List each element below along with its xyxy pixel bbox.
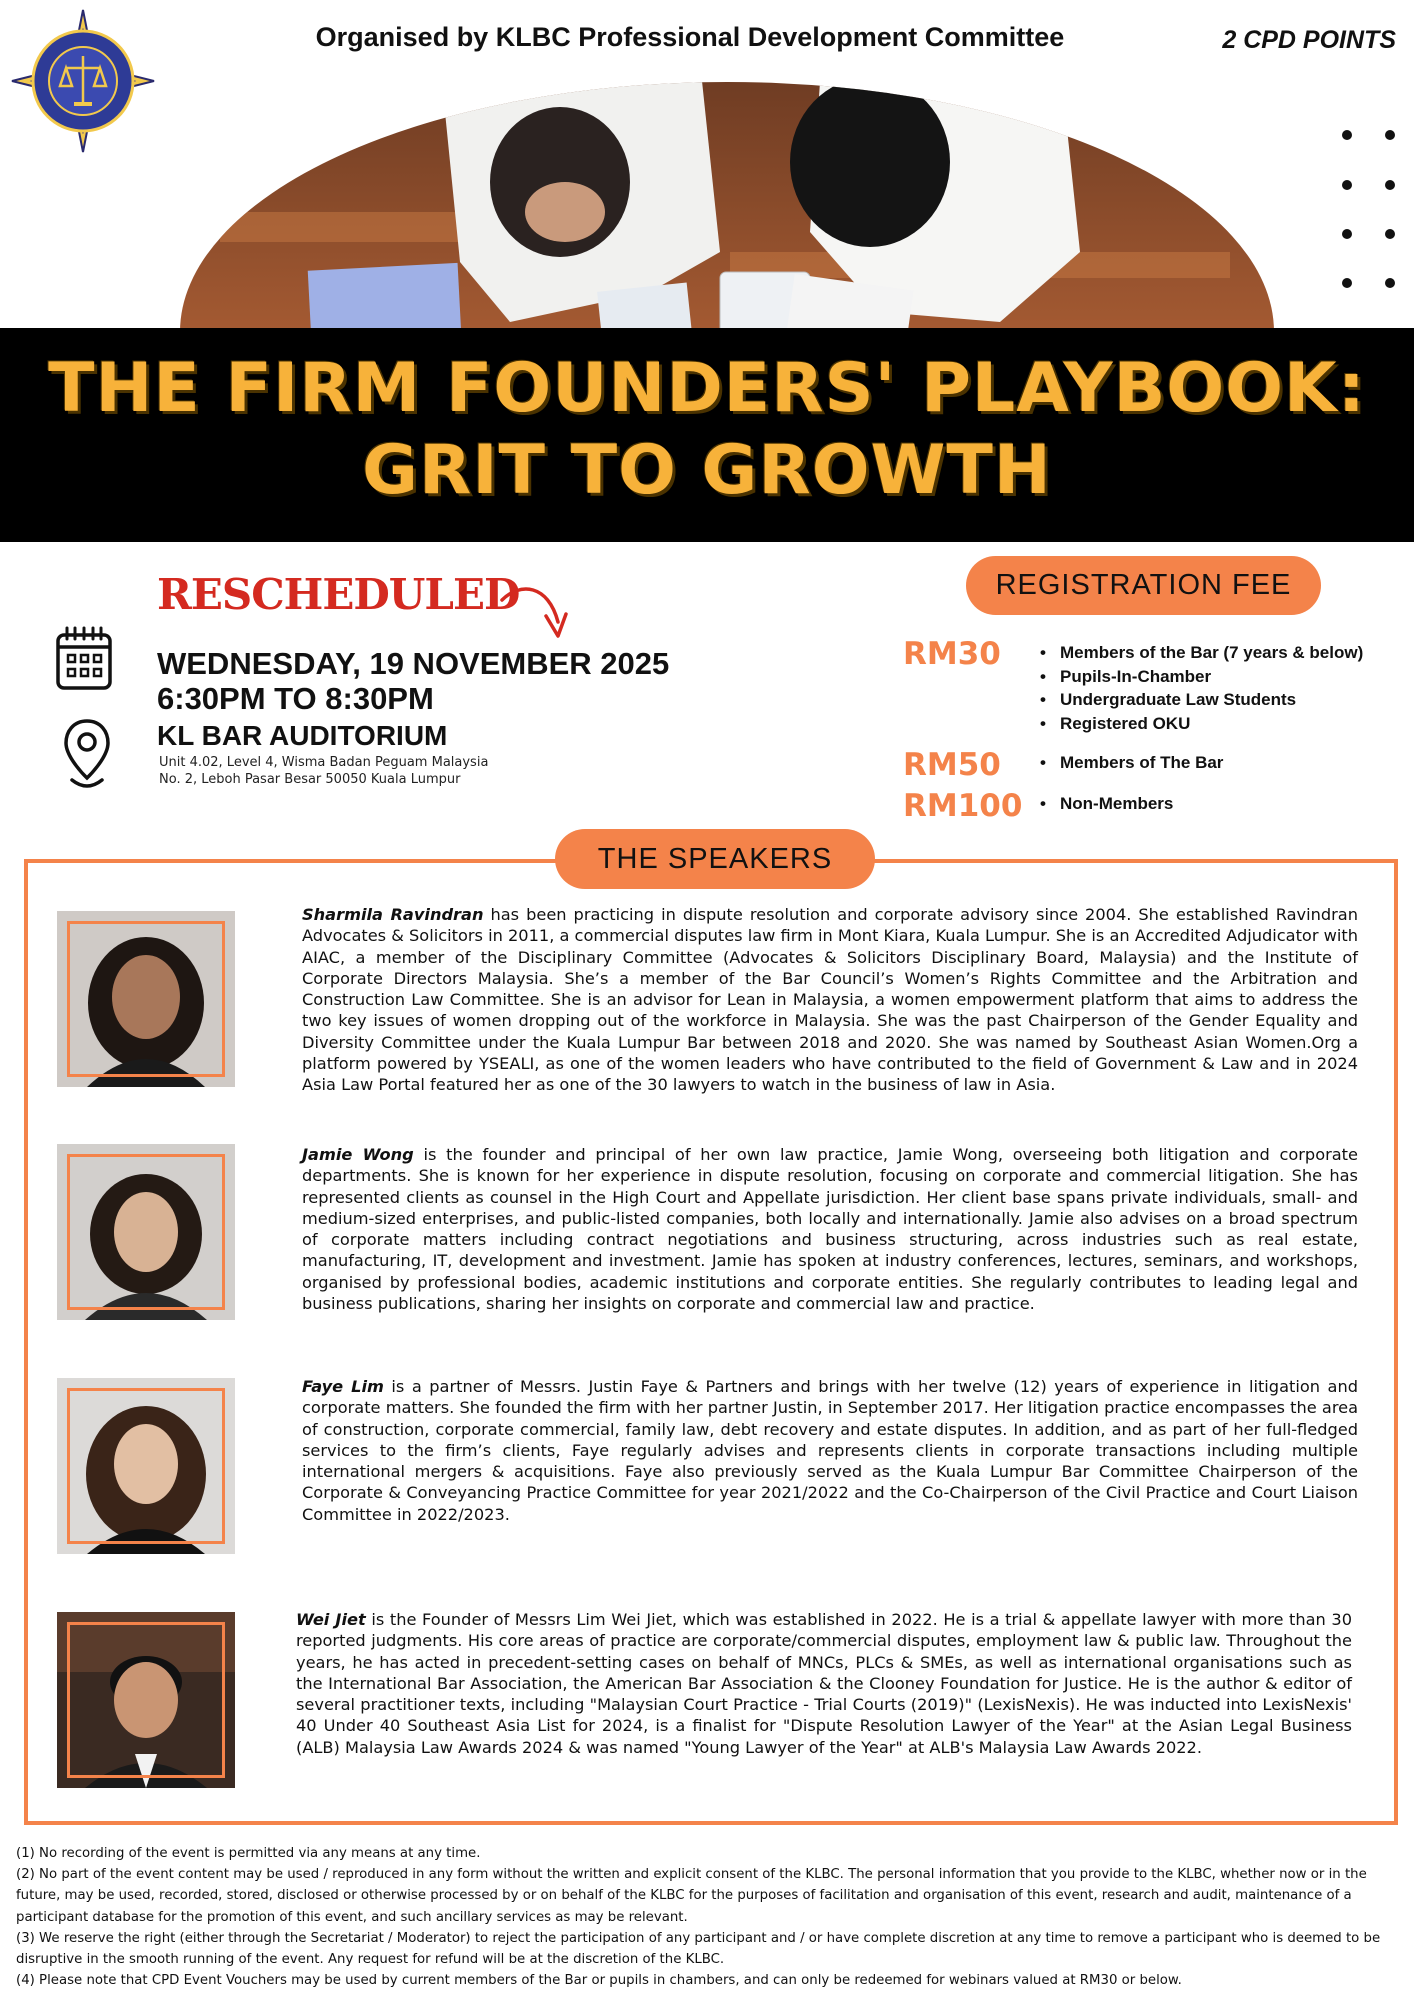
- fee-item: • Registered OKU: [1040, 712, 1363, 736]
- speakers-heading: THE SPEAKERS: [555, 829, 875, 889]
- photo-frame: [67, 1388, 225, 1544]
- fee-price-rm100: RM100: [903, 788, 1023, 824]
- speaker-photo-sharmila-ravindran: [57, 911, 235, 1087]
- note-item: (1) No recording of the event is permitted via any means at any time.: [16, 1846, 481, 1861]
- photo-frame: [67, 1154, 225, 1310]
- event-title: [0, 348, 1414, 512]
- fee-price-rm50: RM50: [903, 747, 1001, 783]
- fee-item: • Members of The Bar: [1040, 751, 1223, 775]
- venue-name: KL BAR AUDITORIUM: [157, 720, 448, 751]
- speaker-photo-wei-jiet: [57, 1612, 235, 1788]
- decorative-dot: [1385, 229, 1395, 239]
- venue-address-line1: Unit 4.02, Level 4, Wisma Badan Peguam Malaysia: [159, 755, 489, 770]
- registration-fee-heading: REGISTRATION FEE: [966, 556, 1321, 615]
- bar-malaysia-logo: [10, 8, 156, 154]
- decorative-dot: [1342, 180, 1352, 190]
- location-pin-icon: [62, 718, 112, 796]
- speaker-bio-text: is the Founder of Messrs Lim Wei Jiet, which was established in 2022. He is a trial & appellate lawyer with more than 30 reported judgments. His core areas of practice are corporate/commercial disputes, employment law & public law. Throughout the years, he has acted in precedent-setting cases on behalf of MNCs, PLCs & SMEs, as well as international organisations such as the International Bar Association, the American Bar Association & the Clooney Foundation for Justice. He is the author & editor of several practitioner texts, including "Malaysian Court Practice - Trial Courts (2019)" (LexisNexis). He was inducted into LexisNexis' 40 Under 40 Southeast Asia List for 2024, is a finalist for "Dispute Resolution Lawyer of the Year" at the Asian Legal Business (ALB) Malaysia Law Awards 2024 & was named "Young Lawyer of the Year" at ALB's Malaysia Law Awards 2022.: [296, 1610, 1353, 1757]
- fee-list-rm100: [1040, 792, 1173, 816]
- note-item: (2) No part of the event content may be used / reproduced in any form without the written and explicit consent of the KLBC. The personal information that you provide to the KLBC, whether now or in the future, may be used, recorded, stored, disclosed or otherwise processed by or on behalf of the KLBC for the purposes of facilitation and organisation of this event, research and audit, maintenance of a participant database for the promotion of this event, and such ancillary services as may be relevant.: [16, 1867, 1367, 1925]
- speaker-bio-text: is the founder and principal of her own law practice, Jamie Wong, overseeing both litigation and corporate departments. She is known for her experience in dispute resolution, focusing on corporate and commercial litigation. She has represented clients as counsel in the High Court and Appellate jurisdiction. Her client base spans private individuals, small- and medium-sized enterprises, and public-listed companies, both locally and internationally. Jamie also advises on a broad spectrum of corporate matters including contract negotiations and business structuring, across industries such as real estate, manufacturing, IT, development and investment. Jamie has spoken at industry conferences, lectures, seminars, and workshops, organised by professional bodies, academic institutions and corporate entities. She regularly contributes to leading legal and business publications, sharing her insights on corporate and commercial law and practice.: [302, 1145, 1358, 1314]
- cpd-points-label: 2 CPD POINTS: [1222, 26, 1396, 54]
- speaker-bio-faye-lim: [302, 1376, 1358, 1525]
- speaker-name: Faye Lim: [302, 1377, 384, 1396]
- fee-item: • Pupils-In-Chamber: [1040, 665, 1363, 689]
- speaker-bio-jamie-wong: [302, 1144, 1358, 1314]
- speaker-bio-text: has been practicing in dispute resolution and corporate advisory since 2004. She established Ravindran Advocates & Solicitors in 2011, a commercial disputes law firm in Mont Kiara, Kuala Lumpur. She is an Accredited Adjudicator with AIAC, a member of the Disciplinary Committee (Advocates & Solicitors Disciplinary Board, Malaysia) and the Institute of Corporate Directors Malaysia. She’s a member of the Bar Council’s Women’s Rights Committee and the Arbitration and Construction Law Committee. She is an advisor for Lean in Malaysia, a women empowerment platform that aims to address the two key issues of women dropping out of the workforce in Malaysia. She was the past Chairperson of the Gender Equality and Diversity Committee under the Kuala Lumpur Bar between 2018 and 2020. She was named by Southeast Asian Women.Org a platform powered by YSEALI, as one of the women leaders who have contributed to the field of Government & Law and in 2024 Asia Law Portal featured her as one of the 30 lawyers to watch in the business of law in Asia.: [302, 905, 1358, 1095]
- speaker-name: Jamie Wong: [302, 1145, 414, 1164]
- fee-item: • Non-Members: [1040, 792, 1173, 816]
- decorative-dot: [1385, 130, 1395, 140]
- calendar-icon: [55, 625, 113, 691]
- event-time: 6:30PM TO 8:30PM: [157, 681, 434, 716]
- speaker-photo-faye-lim: [57, 1378, 235, 1554]
- event-title-line2: GRIT TO GROWTH: [362, 431, 1052, 510]
- note-item: (3) We reserve the right (either through the Secretariat / Moderator) to reject the participation of any participant and / or have complete discretion at any time to remove a participant who is deemed to be disruptive in the smooth running of the event. Any request for refund will be at the discretion of the KLBC.: [16, 1930, 1381, 1968]
- hero-photo-two-people-working: [180, 62, 1275, 332]
- decorative-dot: [1342, 130, 1352, 140]
- speaker-photo-jamie-wong: [57, 1144, 235, 1320]
- decorative-dot: [1385, 278, 1395, 288]
- fee-item: • Undergraduate Law Students: [1040, 688, 1363, 712]
- decorative-dot: [1342, 278, 1352, 288]
- event-date: WEDNESDAY, 19 NOVEMBER 2025: [157, 646, 670, 681]
- fee-price-rm30: RM30: [903, 636, 1001, 672]
- event-title-line1: THE FIRM FOUNDERS' PLAYBOOK:: [48, 349, 1366, 428]
- decorative-dot: [1385, 180, 1395, 190]
- note-item: (4) Please note that CPD Event Vouchers may be used by current members of the Bar or pupils in chambers, and can only be redeemed for webinars valued at RM30 or below.: [16, 1973, 1182, 1989]
- photo-frame: [67, 1622, 225, 1778]
- rescheduled-label: RESCHEDULED: [157, 570, 520, 619]
- photo-frame: [67, 921, 225, 1077]
- fee-item: • Members of the Bar (7 years & below): [1040, 641, 1363, 665]
- venue-address-line2: No. 2, Leboh Pasar Besar 50050 Kuala Lumpur: [159, 772, 461, 787]
- decorative-dot: [1342, 229, 1352, 239]
- fee-list-rm30: [1040, 641, 1363, 735]
- speaker-bio-wei-jiet: [296, 1609, 1352, 1758]
- terms-notes: [16, 1843, 1398, 1991]
- speaker-name: Sharmila Ravindran: [302, 905, 484, 924]
- speaker-bio-text: is a partner of Messrs. Justin Faye & Partners and brings with her twelve (12) years of experience in litigation and corporate matters. She founded the firm with her partner Justin, in September 2017. Her litigation practice encompasses the area of construction, corporate commercial, family law, debt recovery and estate disputes. In addition, and as part of her full-fledged services to the firm’s clients, Faye regularly advises and represents clients in corporate transactions including multiple international mergers & acquisitions. Faye also previously served as the Kuala Lumpur Bar Committee Chairperson of the Corporate & Conveyancing Practice Committee for year 2021/2022 and the Co-Chairperson of the Civil Practice and Court Liaison Committee in 2022/2023.: [302, 1377, 1358, 1524]
- speaker-name: Wei Jiet: [296, 1610, 366, 1629]
- speaker-bio-sharmila-ravindran: [302, 904, 1358, 1096]
- curved-arrow-icon: [500, 582, 570, 648]
- fee-list-rm50: [1040, 751, 1223, 775]
- organiser-text: Organised by KLBC Professional Development Committee: [315, 22, 1065, 52]
